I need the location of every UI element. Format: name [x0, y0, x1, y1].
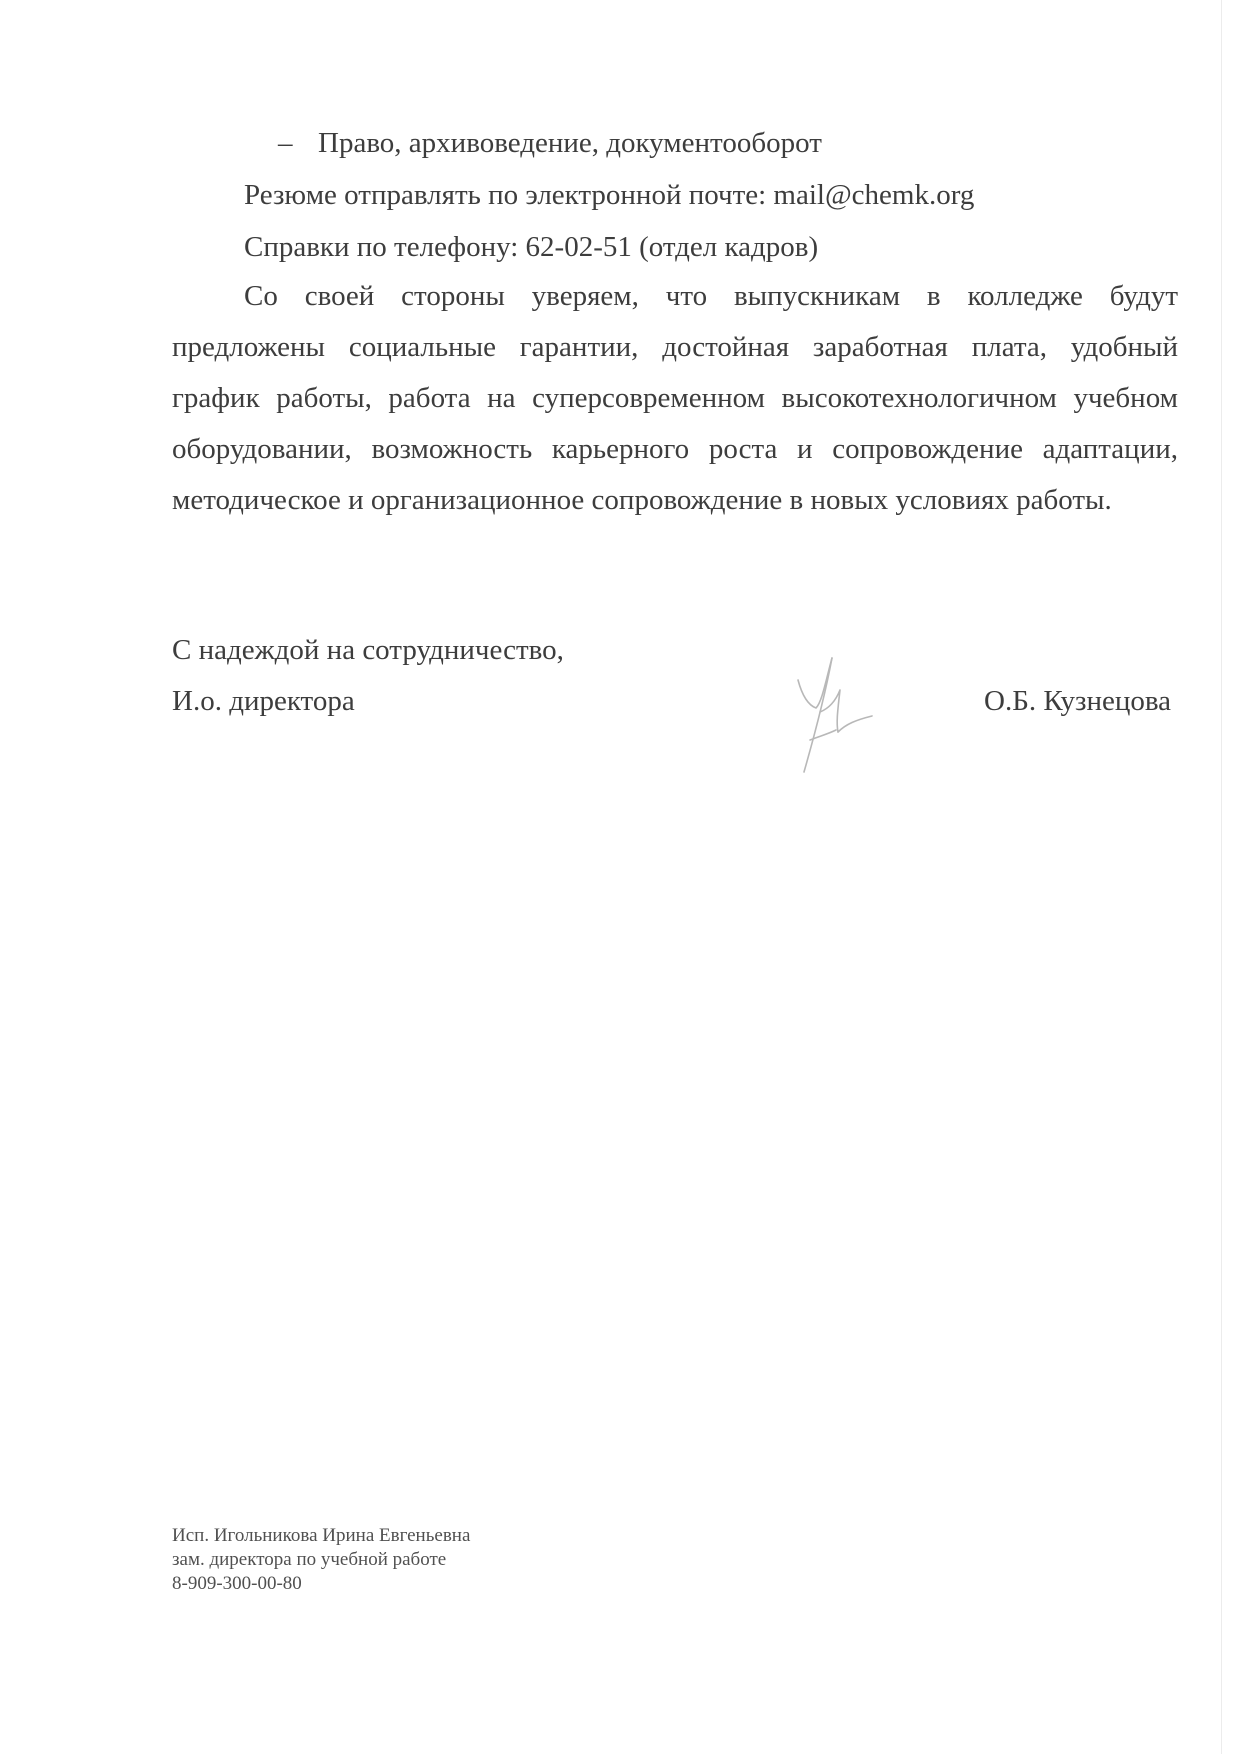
closing-phrase: С надеждой на сотрудничество,: [172, 634, 564, 666]
paragraph-line: график работы, работа на суперсовременном высокотехнологичном учебном: [172, 382, 1178, 414]
executor-phone: 8-909-300-00-80: [172, 1573, 302, 1594]
scan-edge-line: [1221, 0, 1222, 1754]
bullet-item-law: [278, 126, 822, 160]
handwritten-signature: [780, 650, 890, 780]
bullet-item-text: Право, архивоведение, документооборот: [318, 127, 822, 159]
signatory-name: О.Б. Кузнецова: [984, 685, 1172, 717]
paragraph-line: Со своей стороны уверяем, что выпускникам в колледже будут: [244, 280, 1178, 312]
resume-email-line: Резюме отправлять по электронной почте: mail@chemk.org: [244, 179, 975, 211]
executor-name: Исп. Игольникова Ирина Евгеньевна: [172, 1525, 471, 1546]
paragraph-line: оборудовании, возможность карьерного роста и сопровождение адаптации,: [172, 433, 1178, 465]
paragraph-line: предложены социальные гарантии, достойная заработная плата, удобный: [172, 331, 1178, 363]
bullet-dash: –: [278, 127, 293, 159]
executor-footer: [172, 1524, 470, 1596]
guarantees-paragraph: [172, 279, 1178, 534]
phone-inquiry-line: Справки по телефону: 62-02-51 (отдел кадров): [244, 231, 819, 263]
paragraph-line: методическое и организационное сопровождение в новых условиях работы.: [172, 484, 1112, 516]
signatory-position: И.о. директора: [172, 685, 355, 717]
executor-position: зам. директора по учебной работе: [172, 1549, 447, 1570]
